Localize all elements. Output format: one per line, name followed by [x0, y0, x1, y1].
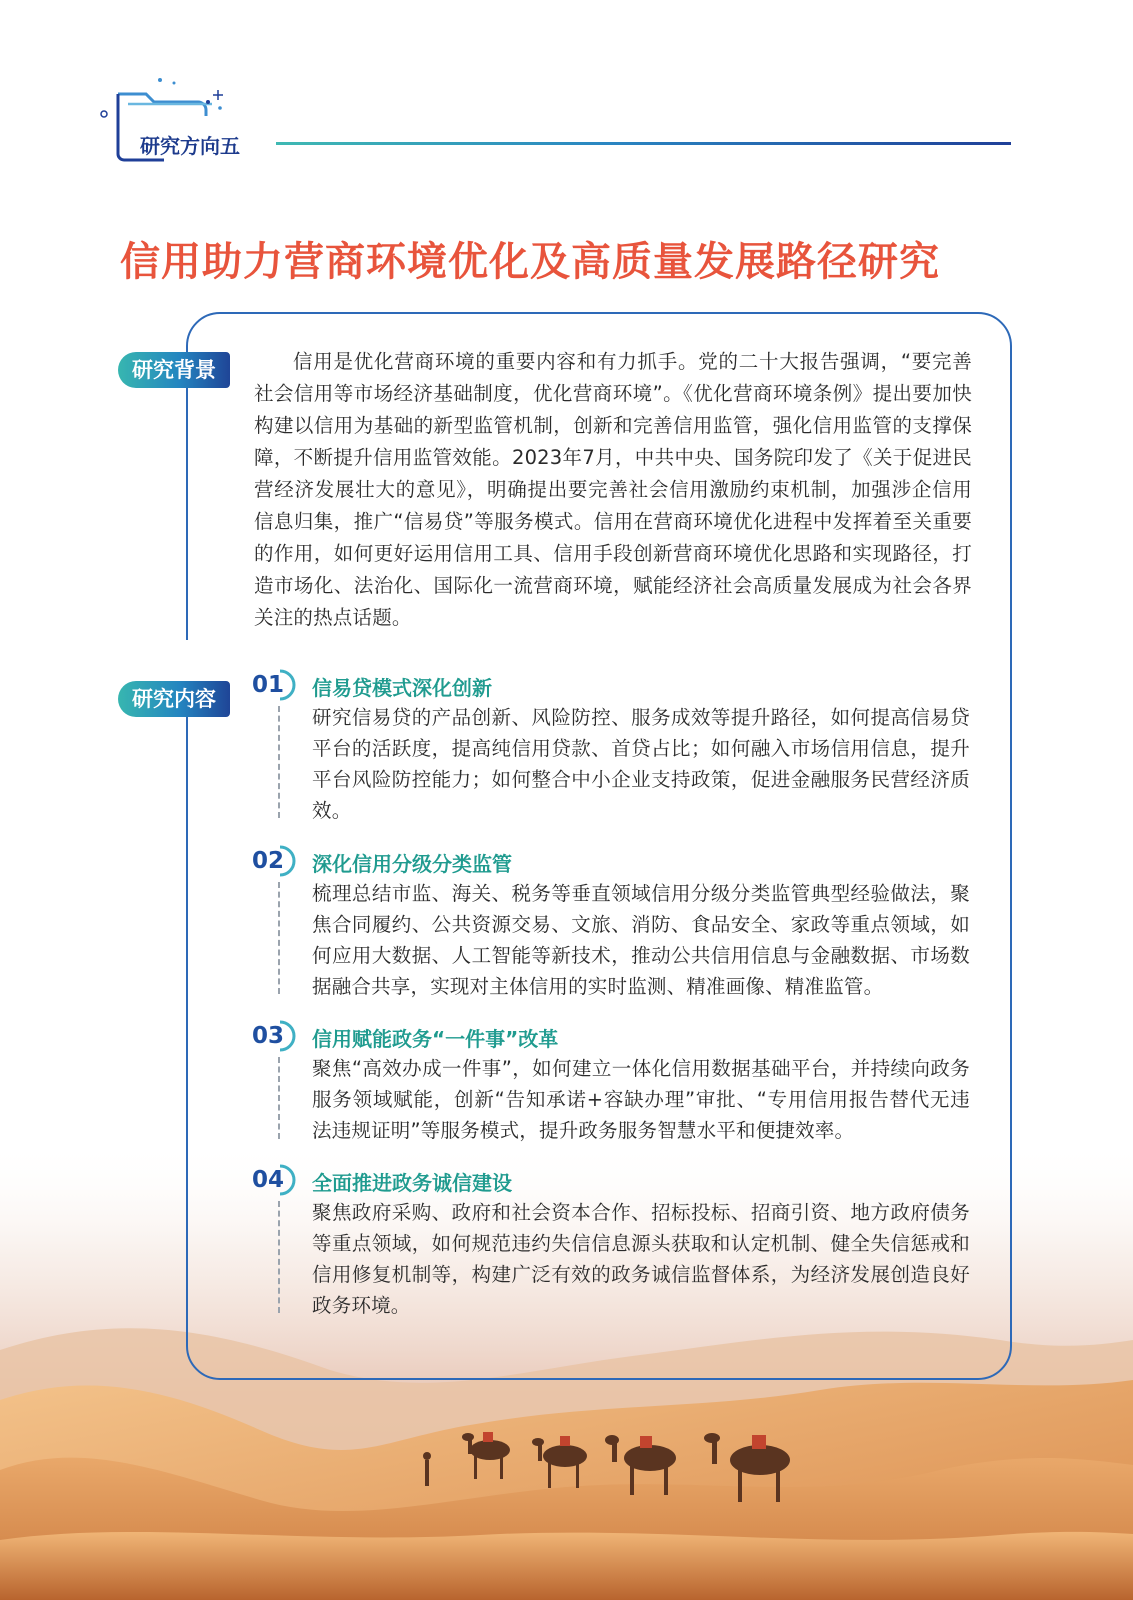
item-body: 梳理总结市监、海关、税务等垂直领域信用分级分类监管典型经验做法，聚焦合同履约、公共资源交易、文旅、消防、食品安全、家政等重点领域，如何应用大数据、人工智能等新技术，推动公共信用信息与金融数据、市场数据融合共享，实现对主体信用的实时监测、精准画像、精准监管。	[312, 882, 970, 998]
number-arc-icon	[270, 1163, 298, 1197]
card-border-gap	[176, 640, 196, 682]
number-arc-icon	[270, 844, 298, 878]
dashed-connector	[278, 1201, 280, 1313]
section-label: 研究方向五	[140, 134, 240, 158]
dashed-connector	[278, 706, 280, 818]
number-arc-icon	[270, 668, 298, 702]
background-paragraph: 信用是优化营商环境的重要内容和有力抓手。党的二十大报告强调，“要完善社会信用等市场经济基础制度，优化营商环境”。《优化营商环境条例》提出要加快构建以信用为基础的新型监管机制，创新和完善信用监管，强化信用监管的支撑保障，不断提升信用监管效能。2023年7月，中共中央、国务院印发了《关于促进民营经济发展壮大的意见》，明确提出要完善社会信用激励约束机制，加强涉企信用信息归集，推广“信易贷”等服务模式。信用在营商环境优化进程中发挥着至关重要的作用，如何更好运用信用工具、信用手段创新营商环境优化思路和实现路径，打造市场化、法治化、国际化一流营商环境，赋能经济社会高质量发展成为社会各界关注的热点话题。	[254, 350, 972, 629]
content-tag: 研究内容	[118, 681, 230, 717]
item-number: 03	[252, 1023, 285, 1049]
number-arc-icon	[270, 1019, 298, 1053]
item-body: 聚焦“高效办成一件事”，如何建立一体化信用数据基础平台，并持续向政务服务领域赋能，创新“告知承诺+容缺办理”审批、“专用信用报告替代无违法违规证明”等服务模式，提升政务服务智慧水平和便捷效率。	[312, 1057, 970, 1142]
page-title: 信用助力营商环境优化及高质量发展路径研究	[120, 238, 940, 285]
item-body: 研究信易贷的产品创新、风险防控、服务成效等提升路径，如何提高信易贷平台的活跃度，提高纯信用贷款、首贷占比；如何融入市场信用信息，提升平台风险防控能力；如何整合中小企业支持政策，促进金融服务民营经济质效。	[312, 706, 970, 822]
dashed-connector	[278, 882, 280, 994]
item-number: 01	[252, 672, 285, 698]
item-title: 深化信用分级分类监管	[312, 852, 512, 876]
dashed-connector	[278, 1057, 280, 1139]
item-number: 02	[252, 848, 285, 874]
item-title: 信用赋能政务“一件事”改革	[312, 1027, 559, 1051]
item-number: 04	[252, 1167, 285, 1193]
background-tag: 研究背景	[118, 352, 230, 388]
header-divider	[276, 142, 1011, 145]
item-title: 全面推进政务诚信建设	[312, 1171, 512, 1195]
folder-icon	[100, 74, 230, 174]
item-body: 聚焦政府采购、政府和社会资本合作、招标投标、招商引资、地方政府债务等重点领域，如何规范违约失信信息源头获取和认定机制、健全失信惩戒和信用修复机制等，构建广泛有效的政务诚信监督体系，为经济发展创造良好政务环境。	[312, 1201, 970, 1317]
item-title: 信易贷模式深化创新	[312, 676, 492, 700]
